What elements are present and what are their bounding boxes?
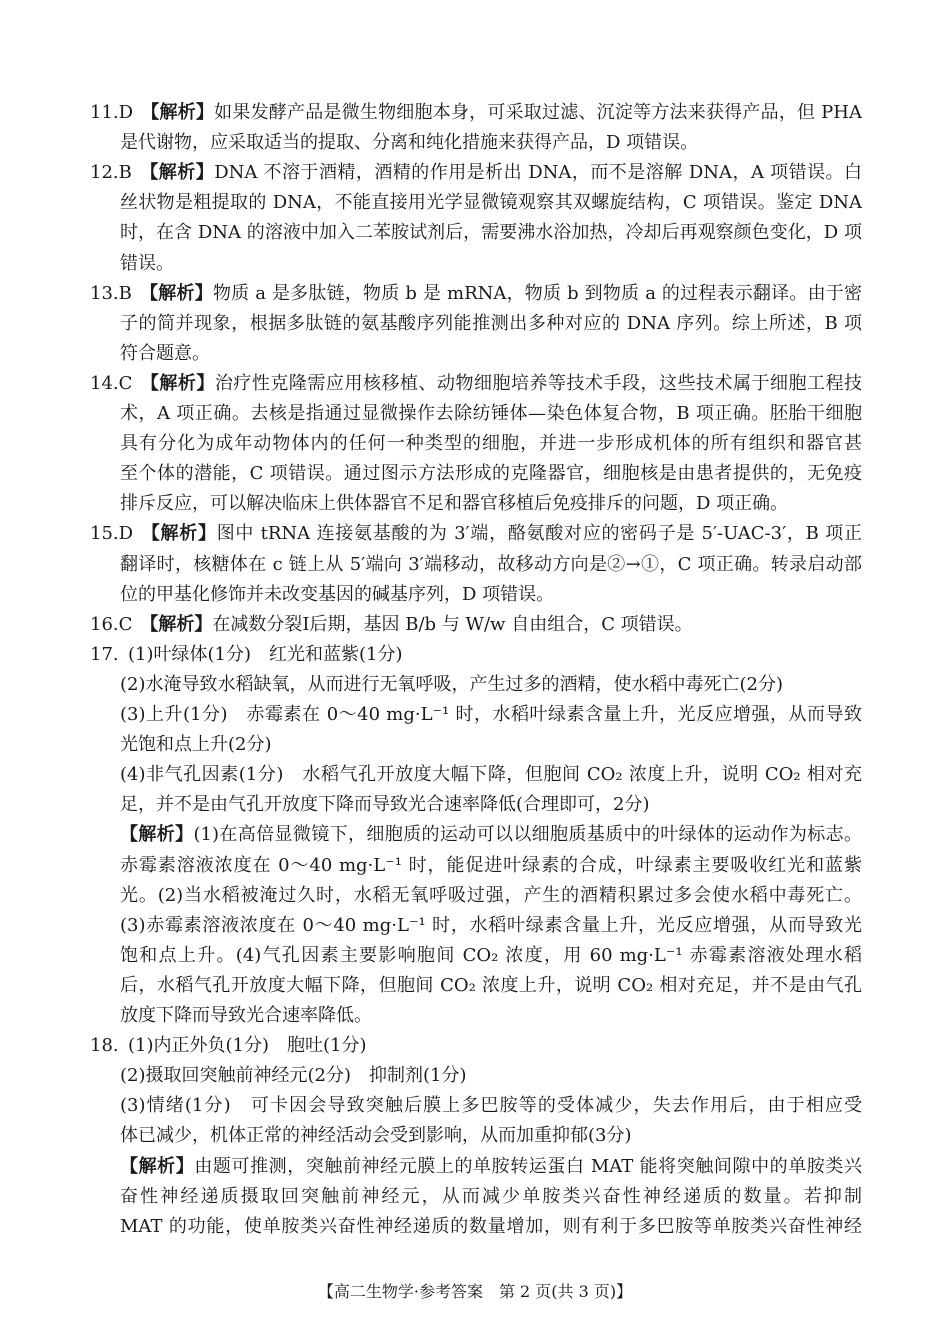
text-line — [120, 1155, 862, 1179]
question-number: 17. — [90, 643, 119, 665]
analysis-tag: 【解析】 — [139, 282, 213, 304]
line-text: 治疗性克隆需应用核移植、动物细胞培养等技术手段，这些技术属于细胞工程技 — [214, 372, 862, 394]
analysis-tag: 【解析】 — [120, 824, 194, 846]
text-line — [120, 342, 862, 366]
text-line — [120, 763, 862, 787]
line-text: (4)非气孔因素(1分) 水稻气孔开放度大幅下降，但胞间 CO₂ 浓度上升，说明 CO₂ 相对充 — [120, 764, 862, 786]
line-text: 时，在含 DNA 的溶液中加入二苯胺试剂后，需要沸水浴加热，冷却后再观察颜色变化，D 项 — [120, 222, 862, 244]
page-footer: 【高二生物学·参考答案 第 2 页(共 3 页)】 — [317, 1282, 633, 1301]
line-text: 符合题意。 — [120, 342, 210, 364]
text-line — [120, 673, 862, 697]
line-text: 术，A 项正确。去核是指通过显微操作去除纺锤体—染色体复合物，B 项正确。胚胎干细胞 — [120, 403, 862, 424]
line-text: (2)水淹导致水稻缺氧，从而进行无氧呼吸，产生过多的酒精，使水稻中毒死亡(2分) — [120, 673, 783, 695]
text-line — [120, 1094, 862, 1118]
text-line — [120, 1004, 862, 1028]
text-line — [90, 643, 862, 667]
line-text: 由题可推测，突触前神经元膜上的单胺转运蛋白 MAT 能将突触间隙中的单胺类兴 — [194, 1155, 862, 1177]
line-text: (2)摄取回突触前神经元(2分) 抑制剂(1分) — [120, 1065, 467, 1087]
line-text: (3)上升(1分) 赤霉素在 0～40 mg·L⁻¹ 时，水稻叶绿素含量上升，光反应增强，从而导致 — [120, 704, 862, 725]
line-text: DNA 不溶于酒精，酒精的作用是析出 DNA，而不是溶解 DNA，A 项错误。白 — [214, 162, 862, 184]
line-text: (1)内正外负(1分) 胞吐(1分) — [128, 1035, 367, 1057]
line-text: 具有分化为成年动物体内的任何一种类型的细胞，并进一步形成机体的所有组织和器官甚 — [120, 433, 862, 455]
question-number: 12.B — [90, 162, 132, 184]
analysis-tag: 【解析】 — [141, 523, 217, 545]
text-line — [90, 522, 862, 546]
line-text: 如果发酵产品是微生物细胞本身，可采取过滤、沉淀等方法来获得产品，但 PHA — [214, 102, 862, 123]
analysis-tag: 【解析】 — [141, 102, 215, 123]
line-text: 光饱和点上升(2分) — [120, 734, 272, 756]
line-text: 排斥反应，可以解决临床上供体器官不足和器官移植后免疫排斥的问题，D 项正确。 — [120, 493, 789, 515]
analysis-tag: 【解析】 — [140, 372, 215, 394]
line-text: 后，水稻气孔开放度大幅下降，但胞间 CO₂ 浓度上升，说明 CO₂ 相对充足，并不是由气孔 — [120, 974, 862, 996]
line-text: 光。(2)当水稻被淹过久时，水稻无氧呼吸过强，产生的酒精积累过多会使水稻中毒死亡。 — [120, 884, 862, 906]
text-line — [90, 161, 862, 185]
question-number: 14.C — [90, 372, 133, 394]
line-text: (1)叶绿体(1分) 红光和蓝紫(1分) — [128, 643, 403, 665]
text-line — [120, 854, 862, 878]
text-line — [90, 1034, 862, 1058]
question-number: 15.D — [90, 523, 134, 545]
question-number: 11.D — [90, 102, 134, 123]
line-text: 奋性神经递质摄取回突触前神经元，从而减少单胺类兴奋性神经递质的数量。若抑制 — [120, 1185, 862, 1207]
line-text: 赤霉素溶液浓度在 0～40 mg·L⁻¹ 时，能促进叶绿素的合成，叶绿素主要吸收红光和蓝紫 — [120, 854, 862, 876]
line-text: MAT 的功能，使单胺类兴奋性神经递质的数量增加，则有利于多巴胺等单胺类兴奋性神经 — [120, 1215, 862, 1237]
text-line — [90, 101, 862, 125]
line-text: (3)情绪(1分) 可卡因会导致突触后膜上多巴胺等的受体减少，失去作用后，由于相应受 — [120, 1095, 862, 1117]
line-text: 是代谢物，应采取适当的提取、分离和纯化措施来获得产品，D 项错误。 — [120, 132, 699, 154]
text-line — [120, 823, 862, 847]
text-line — [120, 1124, 862, 1148]
line-text: 饱和点上升。(4)气孔因素主要影响胞间 CO₂ 浓度，用 60 mg·L⁻¹ 赤霉素溶液处理水稻 — [120, 944, 862, 966]
text-line — [90, 613, 862, 637]
analysis-tag: 【解析】 — [120, 1155, 195, 1177]
line-text: 在减数分裂Ⅰ后期，基因 B/b 与 W/w 自由组合，C 项错误。 — [212, 613, 693, 635]
text-line — [90, 372, 862, 396]
text-line — [120, 553, 862, 577]
question-number: 16.C — [90, 613, 133, 635]
line-text: (1)在高倍显微镜下，细胞质的运动可以以细胞质基质中的叶绿体的运动作为标志。 — [193, 824, 862, 846]
text-line — [120, 312, 862, 336]
text-line — [120, 583, 862, 607]
text-line — [120, 733, 862, 757]
line-text: 放度下降而导致光合速率降低。 — [120, 1005, 372, 1026]
line-text: 子的简并现象，根据多肽链的氨基酸序列能推测出多种对应的 DNA 序列。综上所述，B 项 — [120, 312, 862, 334]
text-line — [120, 492, 862, 516]
analysis-tag: 【解析】 — [139, 162, 215, 184]
text-line — [120, 432, 862, 456]
question-number: 18. — [90, 1035, 119, 1057]
analysis-tag: 【解析】 — [140, 613, 213, 635]
question-number: 13.B — [90, 282, 132, 304]
line-text: 丝状物是粗提取的 DNA，不能直接用光学显微镜观察其双螺旋结构，C 项错误。鉴定 DNA — [120, 192, 862, 214]
text-line — [120, 914, 862, 938]
text-line — [120, 1215, 862, 1239]
line-text: 翻译时，核糖体在 c 链上从 5′端向 3′端移动，故移动方向是②→①，C 项正确。转录启动部 — [120, 553, 862, 575]
text-line — [120, 974, 862, 998]
line-text: (3)赤霉素溶液浓度在 0～40 mg·L⁻¹ 时，水稻叶绿素含量上升，光反应增强，从而导致光 — [120, 914, 862, 936]
text-line — [120, 131, 862, 155]
text-line — [90, 282, 862, 306]
line-text: 错误。 — [120, 252, 174, 274]
text-line — [120, 1185, 862, 1209]
text-line — [120, 462, 862, 486]
text-line — [120, 191, 862, 215]
text-line — [120, 1064, 862, 1088]
text-line — [120, 944, 862, 968]
line-text: 至个体的潜能，C 项错误。通过图示方法形成的克隆器官，细胞核是由患者提供的，无免疫 — [120, 463, 862, 485]
line-text: 图中 tRNA 连接氨基酸的为 3′端，酪氨酸对应的密码子是 5′-UAC-3′，B 项正 — [216, 523, 862, 545]
text-line — [120, 793, 862, 817]
text-line — [120, 703, 862, 727]
text-line — [120, 252, 862, 276]
text-line — [120, 884, 862, 908]
line-text: 位的甲基化修饰并未改变基因的碱基序列，D 项错误。 — [120, 583, 555, 605]
line-text: 足，并不是由气孔开放度下降而导致光合速率降低(合理即可，2分) — [120, 794, 650, 816]
line-text: 体已减少，机体正常的神经活动会受到影响，从而加重抑郁(3分) — [120, 1125, 632, 1147]
line-text: 物质 a 是多肽链，物质 b 是 mRNA，物质 b 到物质 a 的过程表示翻译。由于密 — [212, 282, 862, 304]
text-line — [120, 221, 862, 245]
text-line — [120, 402, 862, 426]
